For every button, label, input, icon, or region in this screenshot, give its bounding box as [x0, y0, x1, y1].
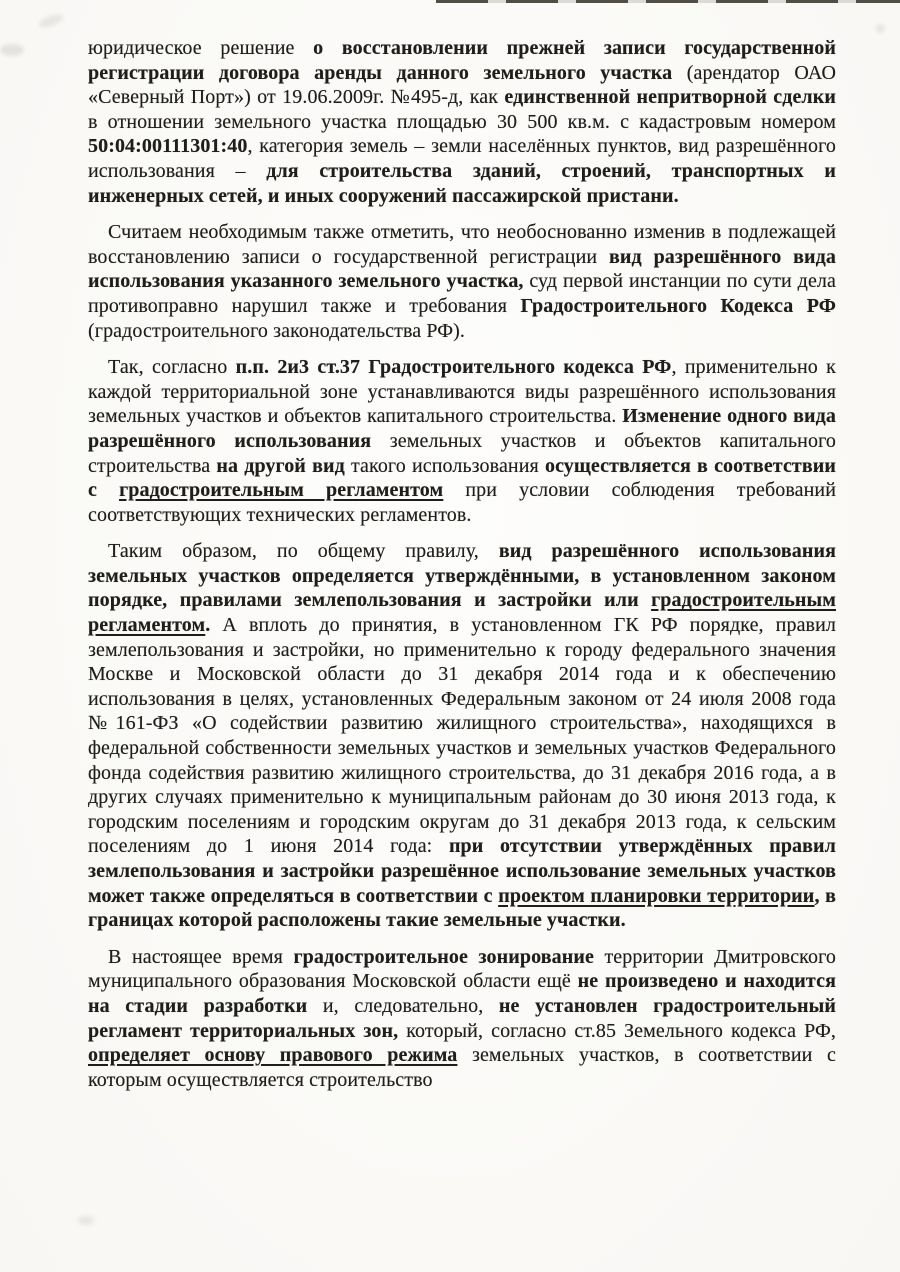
scan-artifact: [0, 44, 24, 56]
text-segment: В настоящее время: [108, 945, 294, 968]
text-segment: единственной непритворной сделки: [504, 86, 836, 109]
text-segment: осуществляется в соответствии с: [88, 454, 837, 502]
paragraph: [88, 945, 836, 1093]
paragraph: [88, 355, 836, 527]
text-segment: (арендатор ОАО «Северный Порт») от 19.06.2009г. №495-д, как: [88, 61, 836, 109]
text-segment: такого использования: [350, 454, 545, 477]
text-segment: суд первой инстанции по сути дела противоправно нарушил также и требования: [88, 270, 836, 317]
text-segment: Градостроительного Кодекса РФ: [520, 294, 837, 317]
text-segment: п.п. 2и3 ст.37 Градостроительного кодекса РФ: [235, 356, 672, 379]
text-segment: Изменение одного вида разрешённого использования: [88, 405, 837, 452]
paragraph: [88, 36, 836, 208]
text-segment: Так, согласно: [108, 356, 236, 379]
text-segment: , в границах которой расположены такие земельные участки.: [88, 884, 836, 932]
text-segment: не произведено и находится на стадии разработки: [88, 970, 836, 1017]
text-segment: в отношении земельного участка площадью 30 500 кв.м. с кадастровым номером: [88, 110, 836, 133]
scan-edge-line: [436, 0, 900, 3]
text-segment: для строительства зданий, строений, транспортных и инженерных сетей, и иных сооружений пассажирской пристани.: [88, 159, 836, 207]
text-segment: юридическое решение: [88, 37, 314, 59]
text-segment: Считаем необходимым также отметить, что необоснованно изменив в подлежащей восстановлению записи о государственной регистрации: [88, 221, 836, 268]
text-segment: , категория земель – земли населённых пунктов, вид разрешённого использования –: [88, 135, 836, 182]
text-segment: 50:04:00111301:40: [88, 135, 248, 158]
scan-artifact: [37, 12, 65, 30]
text-segment: не установлен градостроительный регламент территориальных зон,: [88, 994, 836, 1042]
text-segment: градостроительным регламентом: [88, 589, 836, 637]
text-segment: который, согласно ст.85 Земельного кодекса РФ,: [406, 1019, 837, 1042]
text-segment: А вплоть до принятия, в установленном ГК РФ порядке, правил землепользования и застройки, но применительно к городу федерального значения Москве и Московской области до 31 декабря 2014 года и к обеспечению использования в целях, установленных Федеральным законом от 24 июля 2008 года №161-ФЗ «О содействии развитию жилищного строительства», находящихся в федеральной собственности земельных участков и земельных участков Федерального фонда содействия развитию жилищного строительства, до 31 декабря 2016 года, а в других случаях применительно к муниципальным районам до 30 июня 2013 года, к городским поселениям и городским округам до 31 декабря 2013 года, к сельским поселениям до 1 июня 2014 года:: [88, 614, 836, 858]
text-segment: о восстановлении прежней записи государственной регистрации договора аренды данного земельного участка: [88, 37, 836, 84]
text-segment: на другой вид: [216, 454, 351, 477]
document-body: [88, 36, 836, 1104]
text-segment: и, следовательно,: [322, 994, 499, 1017]
text-segment: земельных участков и объектов капитального строительства: [88, 429, 836, 477]
text-segment: вид разрешённого вида использования указанного земельного участка,: [88, 245, 836, 293]
text-segment: территории Дмитровского муниципального образования Московской области ещё: [88, 945, 836, 993]
scan-artifact: [876, 24, 885, 33]
text-segment: Таким образом, по общему правилу,: [108, 540, 499, 563]
text-segment: земельных участков, в соответствии с которым осуществляется строительство: [88, 1044, 836, 1091]
text-segment: , применительно к каждой территориальной зоне устанавливаются виды разрешённого использования земельных участков и объектов капитального строительства.: [88, 356, 837, 428]
text-segment: градостроительное зонирование: [293, 945, 605, 968]
paragraph: [88, 539, 836, 933]
text-segment: при отсутствии утверждённых правил землепользования и застройки разрешённое использование земельных участков может также определяться в соответствии с: [88, 835, 836, 907]
text-segment: при условии соблюдения требований соответствующих технических регламентов.: [88, 479, 836, 526]
scan-artifact: [78, 1216, 94, 1225]
text-segment: определяет основу правового режима: [88, 1044, 458, 1067]
text-segment: .: [205, 614, 223, 637]
text-segment: (градостроительного законодательства РФ).: [88, 319, 465, 342]
text-segment: вид разрешённого использования земельных участков определяется утверждёнными, в установленном законом порядке, правилами землепользования и застройки или: [88, 540, 836, 612]
paragraph: [88, 220, 836, 343]
text-segment: градостроительным регламентом: [119, 479, 444, 502]
text-segment: проектом планировки территории: [498, 884, 815, 907]
